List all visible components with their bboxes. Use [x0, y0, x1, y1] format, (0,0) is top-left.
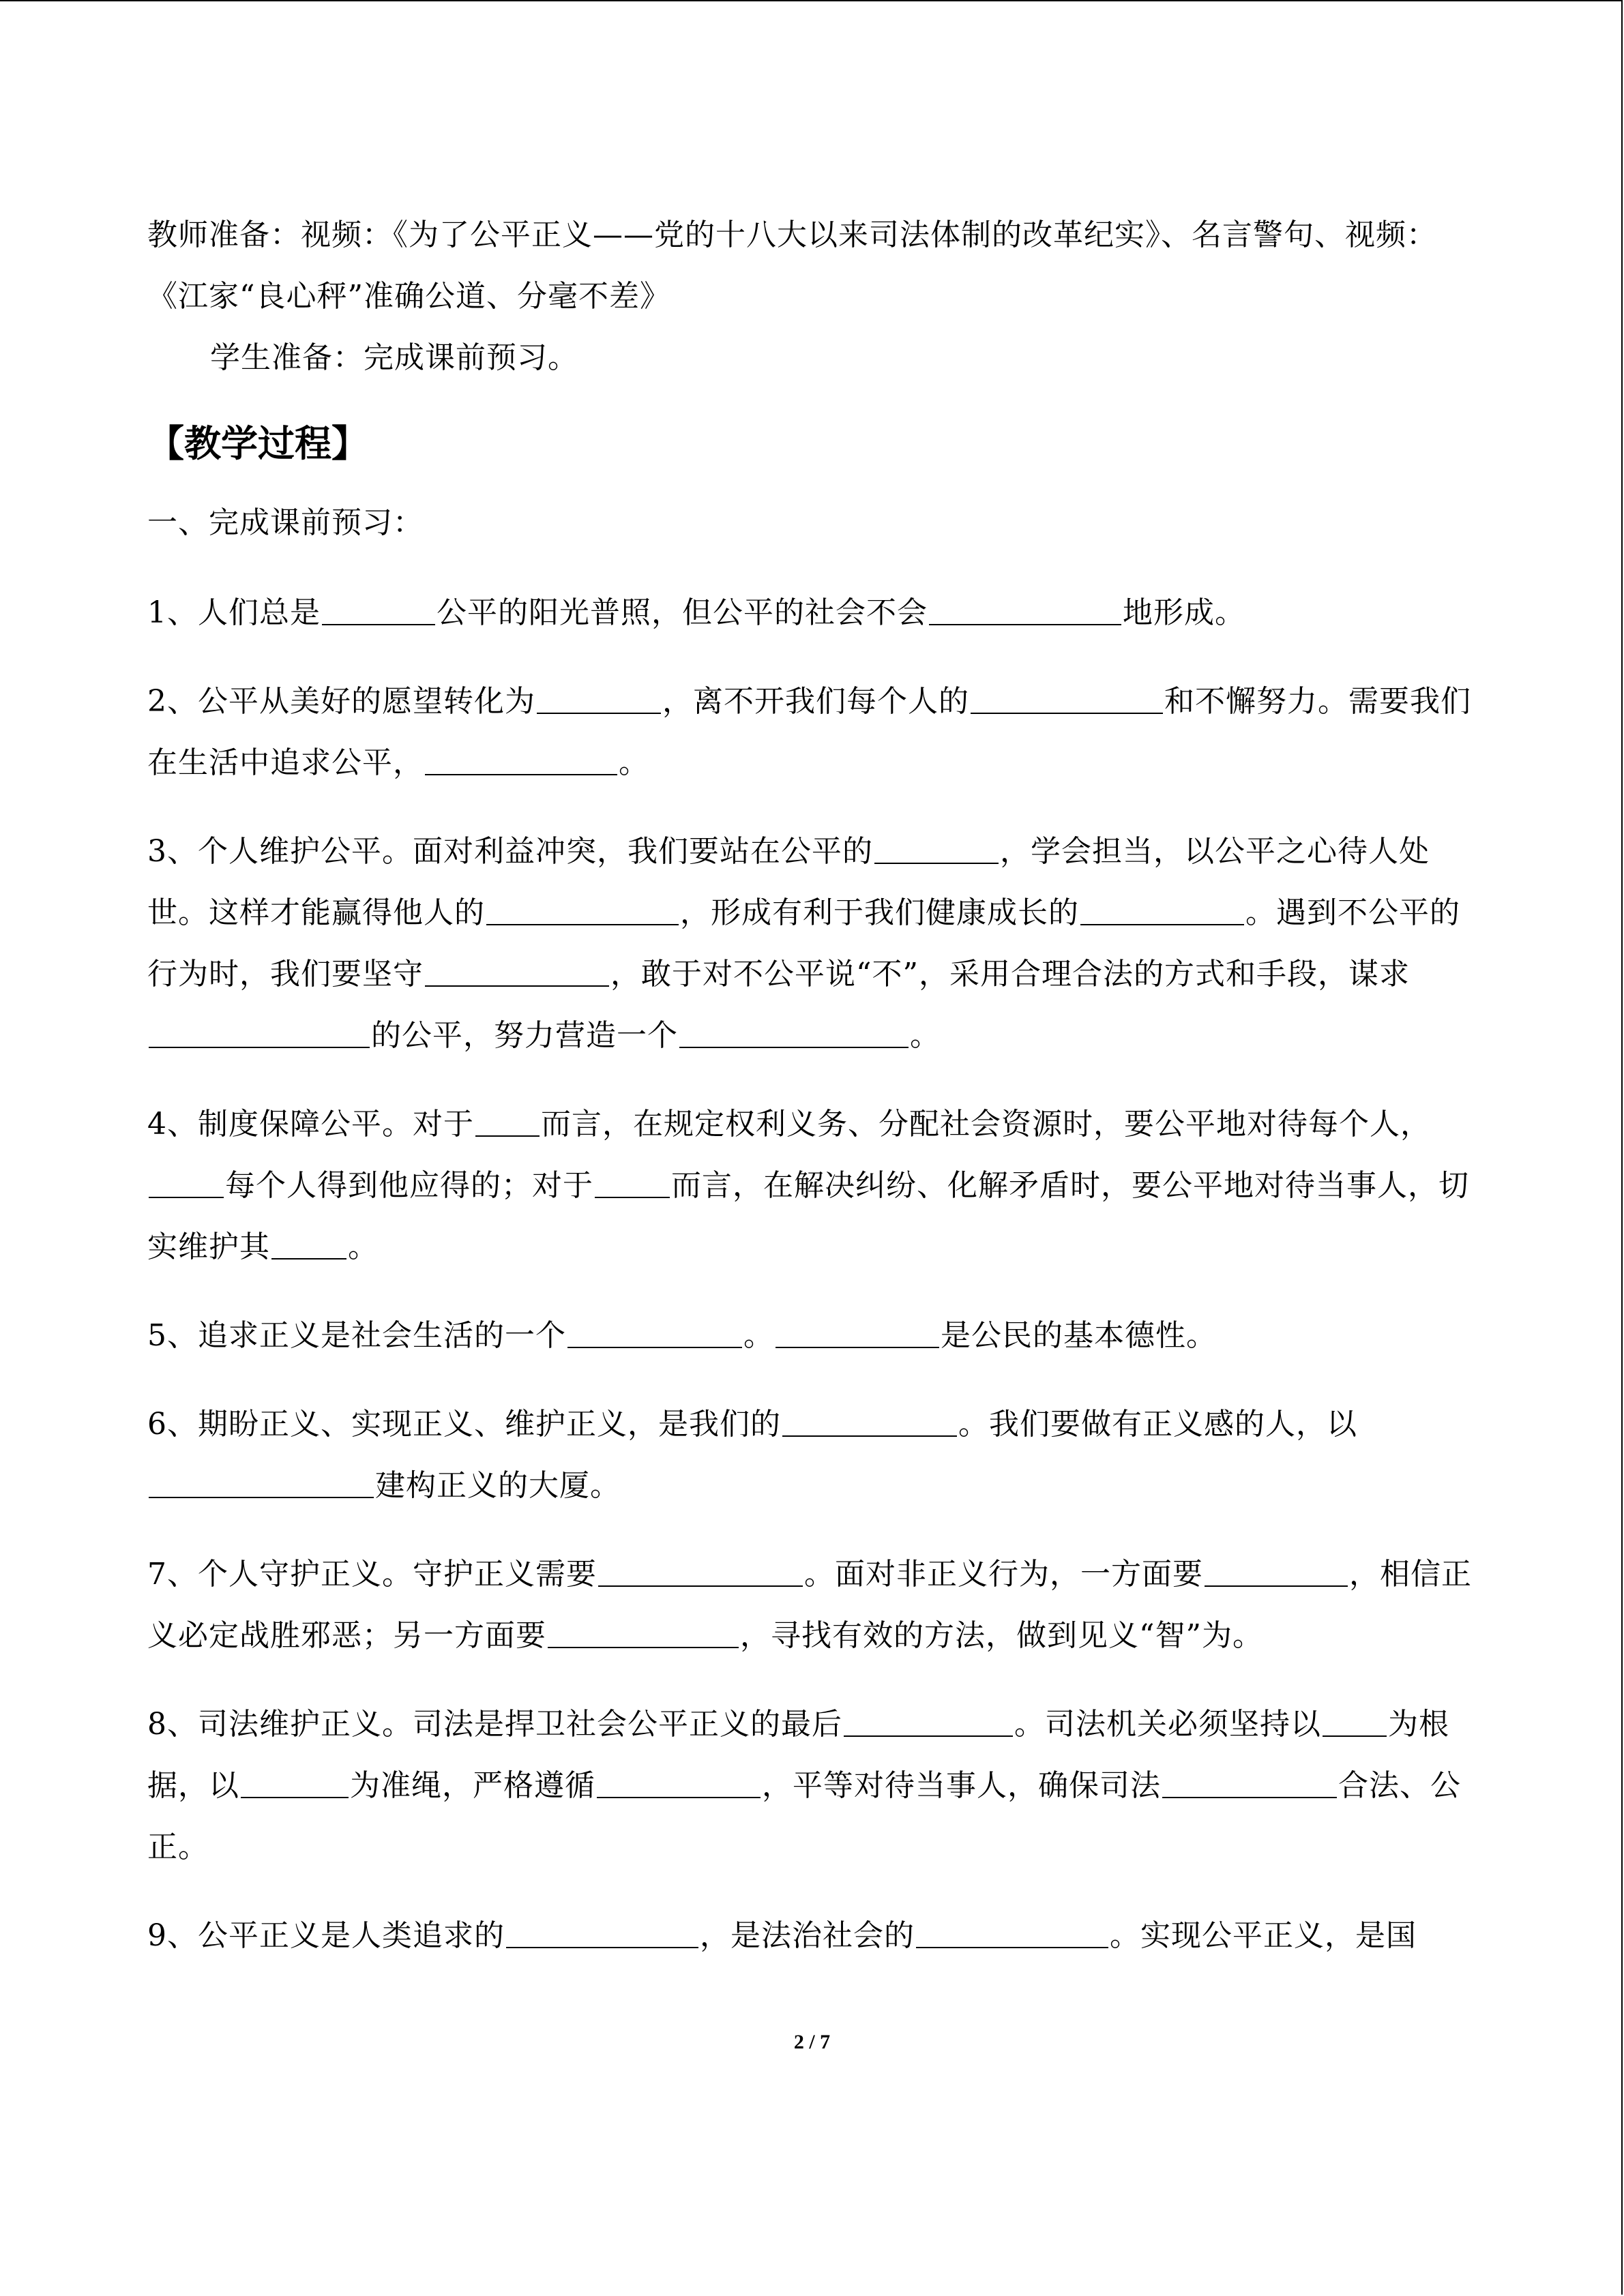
question-text: 。遇到不公平的行为时，我们要坚守 [147, 895, 1460, 992]
question-text: ，学会担当，以公平之心待人处世。这样才能赢得他人的 [147, 834, 1430, 930]
question-text: ，平等对待当事人，确保司法 [762, 1768, 1161, 1803]
question-text: 4、制度保障公平。对于 [147, 1107, 474, 1142]
fill-blank[interactable] [1162, 1767, 1337, 1798]
question-text: 。司法机关必须坚持以 [1014, 1707, 1321, 1742]
question-6 [147, 1394, 1476, 1517]
question-text: 。 [743, 1318, 774, 1353]
fill-blank[interactable] [595, 1167, 670, 1198]
fill-blank[interactable] [679, 1017, 909, 1048]
question-8 [147, 1694, 1476, 1878]
fill-blank[interactable] [425, 744, 617, 775]
question-text: 6、期盼正义、实现正义、维护正义，是我们的 [147, 1407, 781, 1442]
question-text: 而言，在规定权利义务、分配社会资源时，要公平地对待每个人， [541, 1107, 1431, 1142]
question-text: 为准绳，严格遵循 [350, 1768, 595, 1803]
question-text: 每个人得到他应得的；对于 [225, 1168, 593, 1203]
question-text: 2、公平从美好的愿望转化为 [147, 684, 535, 719]
question-text: ，敢于对不公平说“不”，采用合理合法的方式和手段，谋求 [610, 957, 1410, 992]
question-text: 3、个人维护公平。面对利益冲突，我们要站在公平的 [147, 834, 873, 869]
question-text: ，相信正义必定战胜邪恶；另一方面要 [147, 1557, 1472, 1653]
question-text: 为根据，以 [147, 1707, 1449, 1803]
question-text: 是公民的基本德性。 [941, 1318, 1217, 1353]
question-3 [147, 821, 1476, 1067]
fill-blank[interactable] [1323, 1705, 1387, 1737]
fill-blank[interactable] [1205, 1555, 1348, 1587]
fill-blank[interactable] [916, 1917, 1108, 1948]
fill-blank[interactable] [548, 1617, 739, 1648]
question-1 [147, 582, 1476, 644]
teacher-prep-text: 视频：《为了公平正义——党的十八大以来司法体制的改革纪实》、名言警句、视频：《江家“良心秤”准确公道、分毫不差》 [147, 218, 1437, 314]
question-5 [147, 1305, 1476, 1367]
fill-blank[interactable] [271, 1228, 346, 1259]
fill-blank[interactable] [598, 1555, 803, 1587]
question-text: 。 [910, 1018, 941, 1053]
fill-blank[interactable] [149, 1167, 224, 1198]
document-body [147, 205, 1476, 1994]
question-text: ，寻找有效的方法，做到见义“智”为。 [740, 1618, 1263, 1653]
question-text: 而言，在解决纠纷、化解矛盾时，要公平地对待当事人，切实维护其 [147, 1168, 1469, 1264]
question-text: 和不懈努力。需要我们在生活中追求公平， [147, 684, 1471, 780]
question-text: 8、司法维护正义。司法是捍卫社会公平正义的最后 [147, 1707, 842, 1742]
question-text: 。面对非正义行为，一方面要 [804, 1557, 1203, 1592]
teacher-prep [147, 205, 1476, 327]
student-prep [147, 327, 1476, 389]
fill-blank[interactable] [929, 594, 1121, 625]
teacher-prep-label: 教师准备： [147, 218, 301, 252]
fill-blank[interactable] [844, 1705, 1013, 1737]
question-9 [147, 1905, 1476, 1967]
student-prep-text: 完成课前预习。 [364, 340, 578, 375]
fill-blank[interactable] [567, 1317, 742, 1348]
question-text: ，形成有利于我们健康成长的 [680, 895, 1079, 930]
question-text: 地形成。 [1123, 595, 1245, 630]
question-text: 公平的阳光普照，但公平的社会不会 [437, 595, 928, 630]
fill-blank[interactable] [782, 1405, 957, 1437]
fill-blank[interactable] [971, 683, 1163, 714]
question-2 [147, 671, 1476, 794]
fill-blank[interactable] [149, 1467, 374, 1498]
fill-blank[interactable] [475, 1105, 540, 1137]
question-text: 。 [619, 745, 649, 780]
question-text: 1、人们总是 [147, 595, 321, 630]
fill-blank[interactable] [1080, 894, 1244, 925]
fill-blank[interactable] [425, 955, 609, 987]
question-text: 。我们要做有正义感的人，以 [958, 1407, 1357, 1442]
part-one-title: 一、完成课前预习： [147, 505, 424, 540]
student-prep-label: 学生准备： [210, 340, 364, 375]
fill-blank[interactable] [322, 594, 435, 625]
question-text: 9、公平正义是人类追求的 [147, 1918, 505, 1953]
question-text: 建构正义的大厦。 [375, 1468, 621, 1503]
page-number: 2 / 7 [793, 2031, 831, 2053]
fill-blank[interactable] [506, 1917, 698, 1948]
fill-blank[interactable] [537, 683, 661, 714]
fill-blank[interactable] [149, 1017, 370, 1048]
question-text: ，离不开我们每个人的 [662, 684, 969, 719]
question-text: 合法、公正。 [147, 1768, 1461, 1864]
question-7 [147, 1544, 1476, 1667]
question-text: 。实现公平正义，是国 [1110, 1918, 1417, 1953]
question-text: 5、追求正义是社会生活的一个 [147, 1318, 566, 1353]
fill-blank[interactable] [241, 1767, 349, 1798]
question-text: 的公平，努力营造一个 [371, 1018, 678, 1053]
fill-blank[interactable] [597, 1767, 761, 1798]
section-heading: 【教学过程】 [147, 422, 368, 465]
fill-blank[interactable] [874, 833, 999, 864]
fill-blank[interactable] [776, 1317, 939, 1348]
fill-blank[interactable] [486, 894, 679, 925]
question-text: 。 [348, 1229, 379, 1264]
question-4 [147, 1094, 1476, 1278]
question-text: ，是法治社会的 [700, 1918, 915, 1953]
question-text: 7、个人守护正义。守护正义需要 [147, 1557, 597, 1592]
